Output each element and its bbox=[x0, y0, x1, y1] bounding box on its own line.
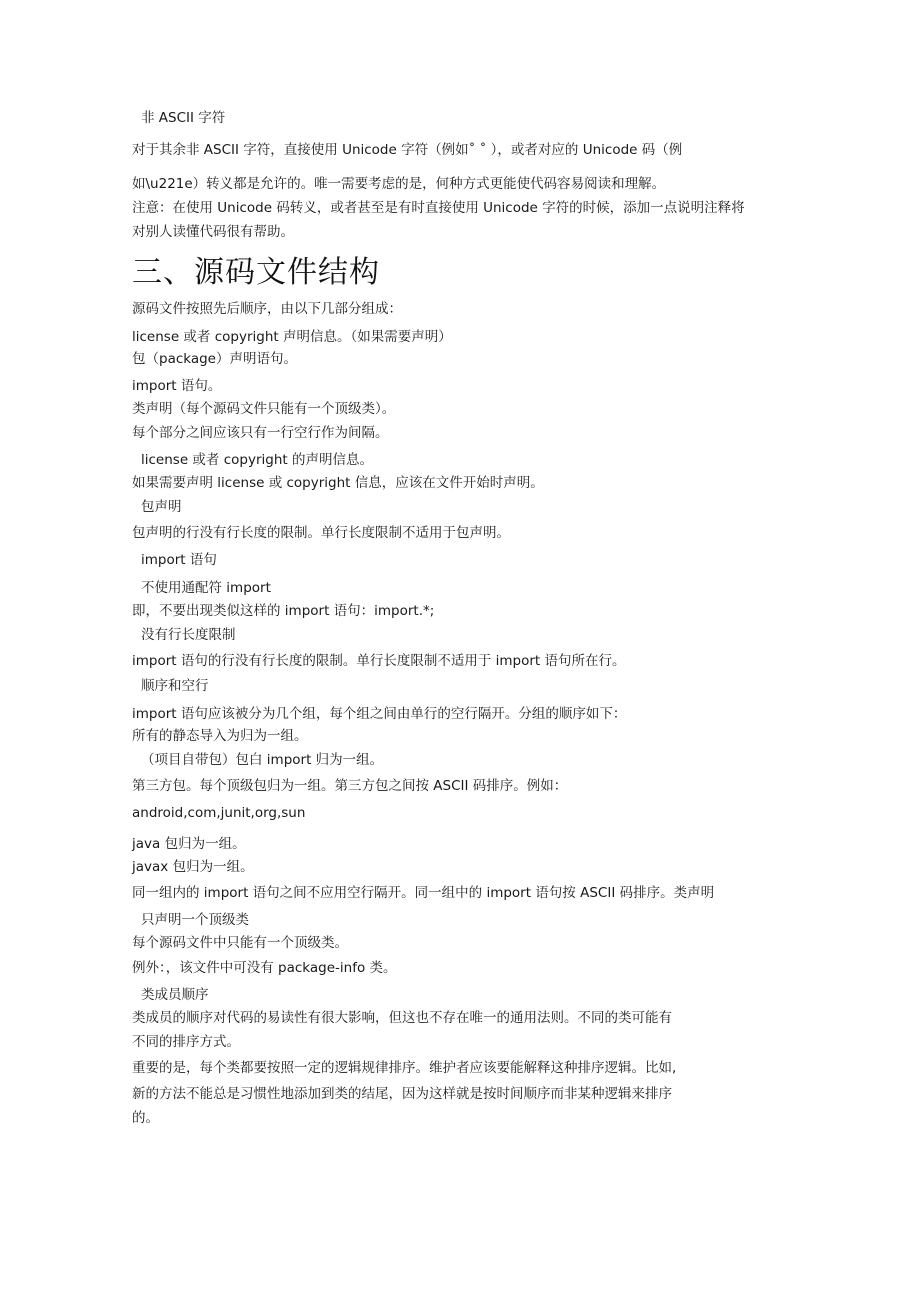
paragraph-line: 所有的静态导入为归为一组。 bbox=[132, 728, 308, 744]
paragraph-line: 不同的排序方式。 bbox=[132, 1034, 240, 1050]
paragraph-line: 同一组内的 import 语句之间不应用空行隔开。同一组中的 import 语句按 ASCII 码排序。类声明 bbox=[132, 885, 715, 901]
paragraph-line: license 或者 copyright 声明信息。（如果需要声明） bbox=[132, 329, 452, 345]
paragraph-line: 新的方法不能总是习惯性地添加到类的结尾，因为这样就是按时间顺序而非某种逻辑来排序 bbox=[132, 1086, 672, 1102]
subheading-non-ascii: 非 ASCII 字符 bbox=[141, 110, 226, 126]
paragraph-line: 包声明的行没有行长度的限制。单行长度限制不适用于包声明。 bbox=[132, 525, 510, 541]
paragraph-line: import 语句应该被分为几个组，每个组之间由单行的空行隔开。分组的顺序如下： bbox=[132, 706, 627, 722]
section-heading: 三、源码文件结构 bbox=[132, 255, 380, 290]
subheading-no-wildcard: 不使用通配符 import bbox=[141, 580, 271, 596]
paragraph-line: 对别人读懂代码很有帮助。 bbox=[132, 224, 294, 240]
paragraph-line: 包（package）声明语句。 bbox=[132, 351, 297, 367]
paragraph-line: 源码文件按照先后顺序，由以下几部分组成： bbox=[132, 301, 402, 317]
paragraph-line: 对于其余非 ASCII 字符，直接使用 Unicode 字符（例如˚ ˚ ），或者对应的 Unicode 码（例 bbox=[132, 142, 683, 158]
subheading-one-top-class: 只声明一个顶级类 bbox=[141, 912, 249, 928]
paragraph-line: 如\u221e）转义都是允许的。唯一需要考虑的是，何种方式更能使代码容易阅读和理解。 bbox=[132, 176, 666, 192]
paragraph-line: javax 包归为一组。 bbox=[132, 859, 254, 875]
paragraph-line: 即，不要出现类似这样的 import 语句：import.*; bbox=[132, 603, 435, 619]
subheading-import: import 语句 bbox=[141, 552, 217, 568]
paragraph-line: android,com,junit,org,sun bbox=[132, 805, 306, 821]
paragraph-line: 类声明（每个源码文件只能有一个顶级类）。 bbox=[132, 401, 396, 417]
paragraph-line: 类成员的顺序对代码的易读性有很大影响，但这也不存在唯一的通用法则。不同的类可能有 bbox=[132, 1010, 672, 1026]
paragraph-line: import 语句的行没有行长度的限制。单行长度限制不适用于 import 语句所在行。 bbox=[132, 653, 626, 669]
subheading-member-order: 类成员顺序 bbox=[141, 987, 209, 1003]
paragraph-line: 如果需要声明 license 或 copyright 信息，应该在文件开始时声明。 bbox=[132, 475, 544, 491]
paragraph-line: java 包归为一组。 bbox=[132, 836, 246, 852]
paragraph-line: （项目自带包）包白 import 归为一组。 bbox=[141, 752, 384, 768]
paragraph-line: 例外：，该文件中可没有 package-info 类。 bbox=[132, 960, 397, 976]
paragraph-line: import 语句。 bbox=[132, 378, 222, 394]
paragraph-line: 每个源码文件中只能有一个顶级类。 bbox=[132, 935, 348, 951]
subheading-no-line-limit: 没有行长度限制 bbox=[141, 627, 236, 643]
paragraph-line: 注意：在使用 Unicode 码转义，或者甚至是有时直接使用 Unicode 字符的时候，添加一点说明注释将 bbox=[132, 200, 745, 216]
paragraph-line: 第三方包。每个顶级包归为一组。第三方包之间按 ASCII 码排序。例如： bbox=[132, 778, 568, 794]
subheading-package: 包声明 bbox=[141, 499, 182, 515]
subheading-license: license 或者 copyright 的声明信息。 bbox=[141, 452, 373, 468]
paragraph-line: 重要的是，每个类都要按照一定的逻辑规律排序。维护者应该要能解释这种排序逻辑。比如, bbox=[132, 1060, 677, 1076]
paragraph-line: 每个部分之间应该只有一行空行作为间隔。 bbox=[132, 425, 389, 441]
paragraph-line: 的。 bbox=[132, 1110, 159, 1126]
subheading-order: 顺序和空行 bbox=[141, 678, 209, 694]
